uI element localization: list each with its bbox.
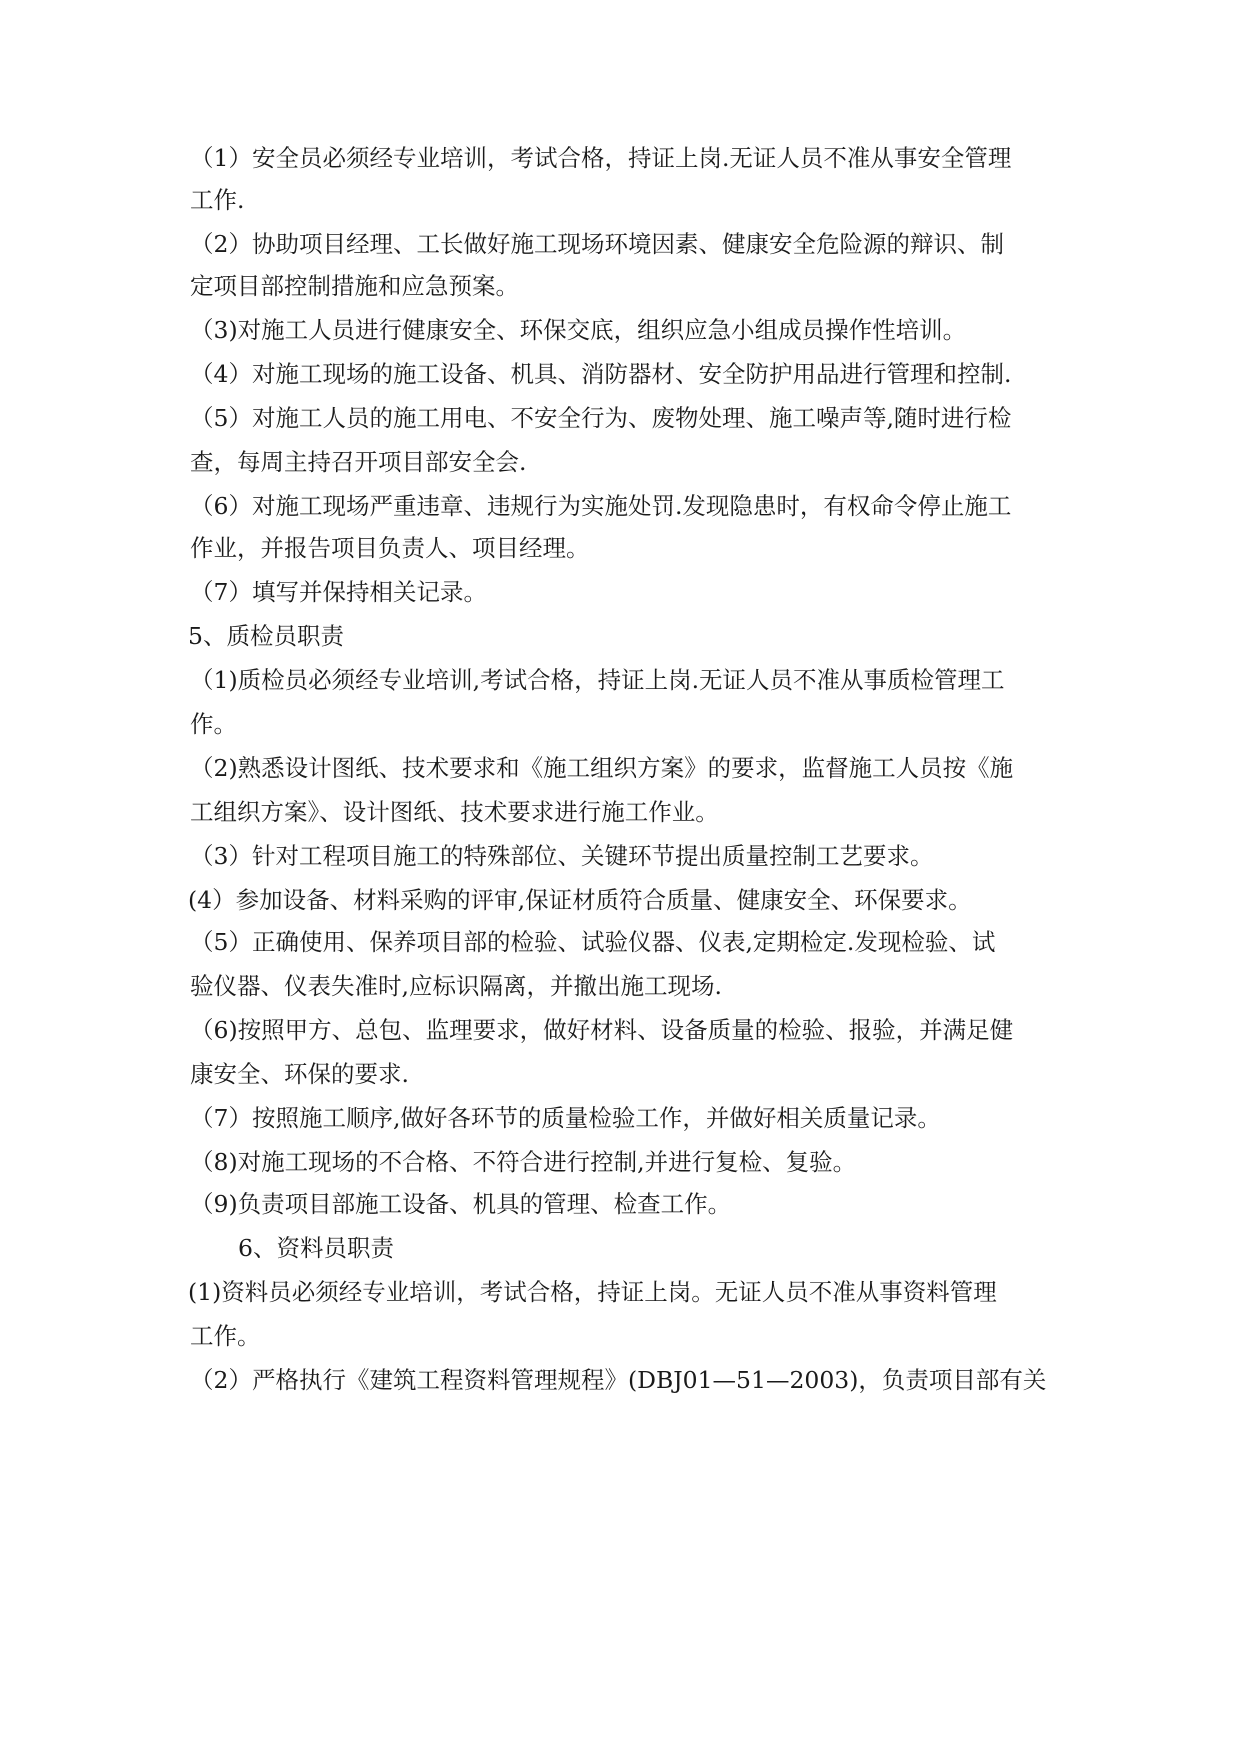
paragraph-line: 工作。 [190,1322,261,1350]
paragraph-line: （7）按照施工顺序,做好各环节的质量检验工作，并做好相关质量记录。 [190,1104,941,1132]
paragraph-line: 作业，并报告项目负责人、项目经理。 [190,534,590,562]
paragraph-line: （5）对施工人员的施工用电、不安全行为、废物处理、施工噪声等,随时进行检 [190,404,1012,432]
paragraph-line: （4）对施工现场的施工设备、机具、消防器材、安全防护用品进行管理和控制. [190,360,1012,388]
paragraph-line: （6）对施工现场严重违章、违规行为实施处罚.发现隐患时，有权命令停止施工 [190,492,1012,520]
paragraph-line: （5）正确使用、保养项目部的检验、试验仪器、仪表,定期检定.发现检验、试 [190,928,996,956]
paragraph-line: （2）严格执行《建筑工程资料管理规程》(DBJ01—51—2003)，负责项目部有关 [190,1366,1047,1394]
paragraph-line: 工组织方案》、设计图纸、技术要求进行施工作业。 [190,798,719,826]
paragraph-line: 康安全、环保的要求. [190,1060,409,1088]
paragraph-line: （6)按照甲方、总包、监理要求，做好材料、设备质量的检验、报验，并满足健 [190,1016,1014,1044]
paragraph-line: （9)负责项目部施工设备、机具的管理、检查工作。 [190,1190,732,1218]
paragraph-line: 作。 [190,710,237,738]
paragraph-line: （2)熟悉设计图纸、技术要求和《施工组织方案》的要求，监督施工人员按《施 [190,754,1014,782]
paragraph-line: (4）参加设备、材料采购的评审,保证材质符合质量、健康安全、环保要求。 [188,886,972,914]
paragraph-line: 工作. [190,186,245,214]
paragraph-line: （1）安全员必须经专业培训，考试合格，持证上岗.无证人员不准从事安全管理 [190,144,1012,172]
paragraph-line: (1)资料员必须经专业培训，考试合格，持证上岗。无证人员不准从事资料管理 [188,1278,997,1306]
section-heading: 5、质检员职责 [188,622,344,650]
paragraph-line: （7）填写并保持相关记录。 [190,578,487,606]
paragraph-line: （3)对施工人员进行健康安全、环保交底，组织应急小组成员操作性培训。 [190,316,967,344]
paragraph-line: （2）协助项目经理、工长做好施工现场环境因素、健康安全危险源的辩识、制 [190,230,1004,258]
paragraph-line: 验仪器、仪表失准时,应标识隔离，并撤出施工现场. [190,972,722,1000]
paragraph-line: （1)质检员必须经专业培训,考试合格，持证上岗.无证人员不准从事质检管理工 [190,666,1005,694]
section-heading: 6、资料员职责 [238,1234,394,1262]
paragraph-line: 查，每周主持召开项目部安全会. [190,448,527,476]
paragraph-line: 定项目部控制措施和应急预案。 [190,272,519,300]
paragraph-line: （8)对施工现场的不合格、不符合进行控制,并进行复检、复验。 [190,1148,857,1176]
paragraph-line: （3）针对工程项目施工的特殊部位、关键环节提出质量控制工艺要求。 [190,842,934,870]
